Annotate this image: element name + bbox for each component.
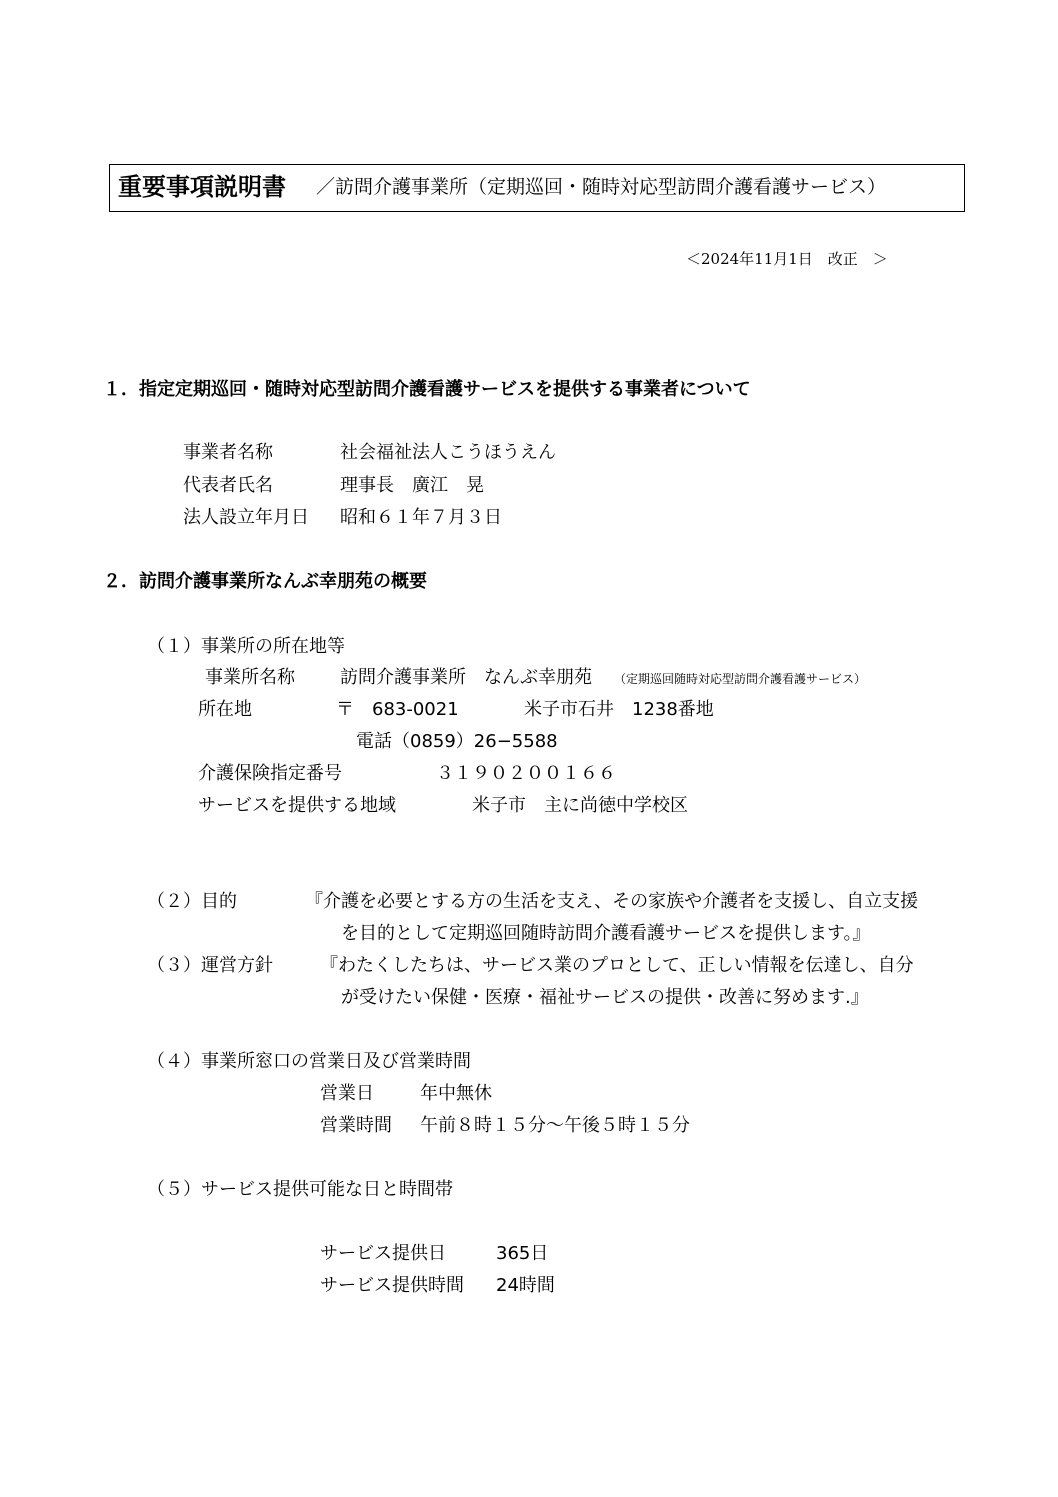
founded-value: 昭和６１年７月３日	[340, 507, 502, 528]
document-title: 重要事項説明書	[118, 173, 286, 201]
service-area-label: サービスを提供する地域	[198, 795, 396, 816]
address-label: 所在地	[198, 699, 252, 720]
purpose-line2: を目的として定期巡回随時訪問介護看護サービスを提供します。』	[341, 923, 871, 944]
office-name-note: （定期巡回随時対応型訪問介護看護サービス）	[614, 672, 867, 686]
representative-label: 代表者氏名	[183, 475, 273, 496]
business-hours-value: 午前８時１５分～午後５時１５分	[420, 1115, 690, 1136]
section2-heading: ２．訪問介護事業所なんぶ幸朋苑の概要	[103, 571, 427, 592]
service-hours-value: 24時間	[496, 1275, 555, 1296]
revision-date: ＜2024年11月1日 改正 ＞	[686, 250, 888, 268]
address-zip: 〒 683-0021	[336, 699, 459, 720]
sub4-heading: （４）事業所窓口の営業日及び営業時間	[147, 1051, 471, 1072]
founded-label: 法人設立年月日	[183, 507, 309, 528]
business-hours-label: 営業時間	[320, 1115, 392, 1136]
representative-value: 理事長 廣江 晃	[340, 475, 484, 496]
service-hours-label: サービス提供時間	[320, 1275, 464, 1296]
phone-number: 電話（0859）26−5588	[356, 731, 558, 752]
document-subtitle: ／訪問介護事業所（定期巡回・随時対応型訪問介護看護サービス）	[316, 176, 887, 198]
service-days-label: サービス提供日	[320, 1243, 446, 1264]
sub5-heading: （５）サービス提供可能な日と時間帯	[147, 1179, 453, 1200]
business-name-value: 社会福祉法人こうほうえん	[340, 442, 556, 463]
office-name-value: 訪問介護事業所 なんぶ幸朋苑	[340, 667, 592, 688]
purpose-line1: 『介護を必要とする方の生活を支え、その家族や介護者を支援し、自立支援	[305, 891, 919, 912]
policy-line2: が受けたい保健・医療・福祉サービスの提供・改善に努めます.』	[341, 987, 869, 1008]
insurance-value: ３１９０２００１６６	[436, 763, 616, 784]
section1-heading: １．指定定期巡回・随時対応型訪問介護看護サービスを提供する事業者について	[103, 379, 751, 400]
sub1-heading: （１）事業所の所在地等	[147, 636, 345, 657]
office-name-label: 事業所名称	[205, 667, 295, 688]
business-days-label: 営業日	[320, 1083, 374, 1104]
sub3-heading: （３）運営方針	[147, 955, 273, 976]
business-name-label: 事業者名称	[183, 442, 273, 463]
business-days-value: 年中無休	[420, 1083, 492, 1104]
address-value: 米子市石井 1238番地	[524, 699, 714, 720]
service-days-value: 365日	[496, 1243, 549, 1264]
insurance-label: 介護保険指定番号	[198, 763, 342, 784]
sub2-heading: （２）目的	[147, 891, 237, 912]
policy-line1: 『わたくしたちは、サービス業のプロとして、正しい情報を伝達し、自分	[320, 955, 914, 976]
service-area-value: 米子市 主に尚徳中学校区	[472, 795, 688, 816]
